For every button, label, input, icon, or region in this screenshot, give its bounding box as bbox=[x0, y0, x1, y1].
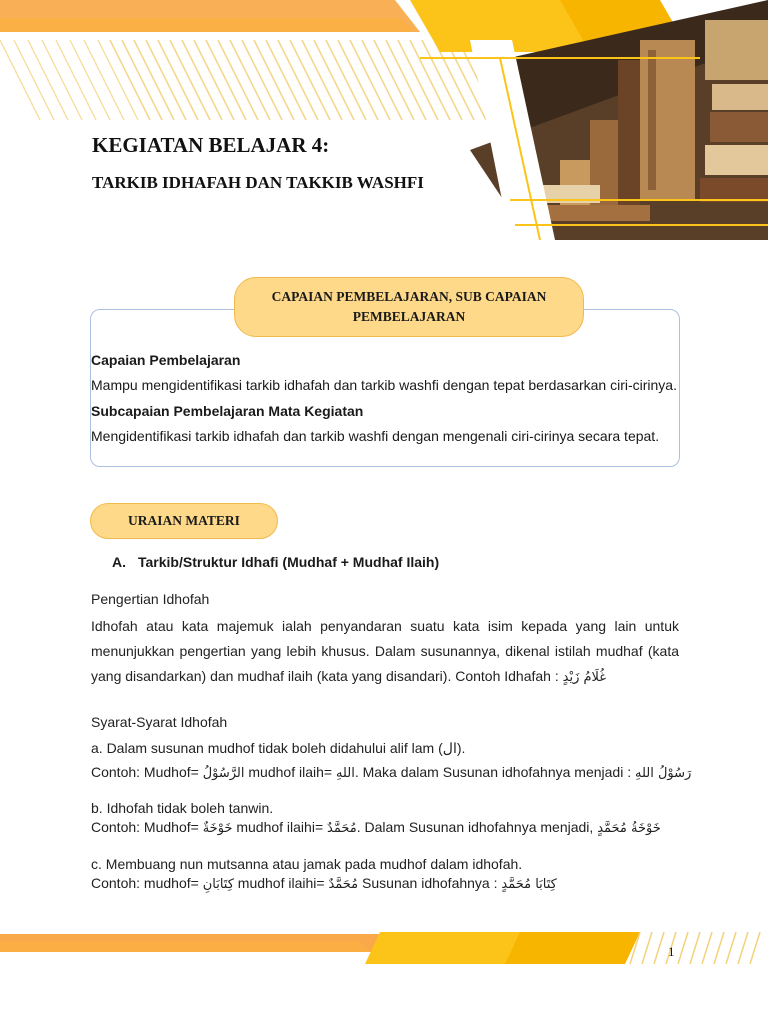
syarat-a-ex-1: Contoh: Mudhof= bbox=[91, 764, 199, 780]
section-a-title: Tarkib/Struktur Idhafi (Mudhaf + Mudhaf Ilaih) bbox=[138, 554, 440, 570]
pengertian-arabic-example: غُلَامُ زَيْدٍ bbox=[562, 670, 607, 685]
syarat-heading: Syarat-Syarat Idhofah bbox=[91, 714, 228, 730]
syarat-b-example bbox=[91, 819, 661, 836]
syarat-a-ex-3: . Maka dalam Susunan idhofahnya menjadi : bbox=[354, 764, 632, 780]
syarat-a-ar-3: رَسُوْلُ اللهِ bbox=[634, 766, 692, 781]
syarat-b-ex-2: mudhof ilaihi= bbox=[236, 819, 324, 835]
outcome-text-2: Mengidentifikasi tarkib idhafah dan tarkib washfi dengan mengenali ciri-cirinya secara tepat. bbox=[91, 428, 660, 444]
syarat-c-ar-1: كِتَابَانِ bbox=[202, 877, 234, 892]
syarat-c-ex-1: Contoh: mudhof= bbox=[91, 875, 199, 891]
page-title: KEGIATAN BELAJAR 4: bbox=[92, 133, 330, 157]
page-number: 1 bbox=[668, 944, 675, 959]
syarat-a-example bbox=[91, 764, 691, 781]
syarat-b-ar-3: خَوْخَةُ مُحَمَّدٍ bbox=[597, 821, 661, 836]
syarat-b-ex-1: Contoh: Mudhof= bbox=[91, 819, 199, 835]
syarat-c-ar-2: مُحَمَّدٌ bbox=[328, 877, 359, 892]
syarat-a-ex-2: mudhof ilaih= bbox=[248, 764, 333, 780]
syarat-a-ar-1: الرَّسُوْلُ bbox=[202, 766, 245, 781]
syarat-a-rule: a. Dalam susunan mudhof tidak boleh didahului alif lam (ال). bbox=[91, 740, 466, 756]
pengertian-text: Idhofah atau kata majemuk ialah penyandaran suatu kata isim kepada yang lain untuk menunjukkan pengertian yang lebih khusus. Dalam susunannya, dikenal istilah mudhaf (kata yang disandarkan) dan mudhaf ilaih (kata yang disandari). Contoh Idhafah : bbox=[91, 618, 679, 684]
outcome-heading-1: Capaian Pembelajaran bbox=[91, 352, 241, 368]
syarat-b-rule: b. Idhofah tidak boleh tanwin. bbox=[91, 800, 274, 816]
outcome-text-1: Mampu mengidentifikasi tarkib idhafah dan tarkib washfi dengan tepat berdasarkan ciri-cirinya. bbox=[91, 377, 677, 393]
section-a-heading bbox=[112, 554, 439, 570]
syarat-b-ex-3: . Dalam Susunan idhofahnya menjadi, bbox=[356, 819, 594, 835]
syarat-b-ar-2: مُحَمَّدٌ bbox=[327, 821, 357, 836]
syarat-c-ex-2: mudhof ilaihi= bbox=[237, 875, 325, 891]
syarat-c-rule: c. Membuang nun mutsanna atau jamak pada mudhof dalam idhofah. bbox=[91, 856, 523, 872]
syarat-a-ar-2: اللهِ bbox=[335, 766, 355, 781]
syarat-c-ar-3: كِتَابَا مُحَمَّدٍ bbox=[501, 877, 557, 892]
uraian-materi-badge: URAIAN MATERI bbox=[90, 503, 278, 539]
syarat-c-example bbox=[91, 875, 557, 892]
pengertian-heading: Pengertian Idhofah bbox=[91, 591, 210, 607]
pengertian-paragraph bbox=[91, 614, 679, 690]
outcome-heading-2: Subcapaian Pembelajaran Mata Kegiatan bbox=[91, 403, 364, 419]
section-a-marker: A. bbox=[112, 554, 126, 570]
syarat-c-ex-3: Susunan idhofahnya : bbox=[362, 875, 498, 891]
footer-decoration bbox=[0, 928, 768, 968]
learning-outcomes-badge: CAPAIAN PEMBELAJARAN, SUB CAPAIAN PEMBELAJARAN bbox=[234, 277, 584, 337]
header-decoration bbox=[0, 0, 768, 240]
page-subtitle: TARKIB IDHAFAH DAN TAKKIB WASHFI bbox=[92, 173, 424, 192]
syarat-b-ar-1: خَوْخَةٌ bbox=[202, 821, 233, 836]
